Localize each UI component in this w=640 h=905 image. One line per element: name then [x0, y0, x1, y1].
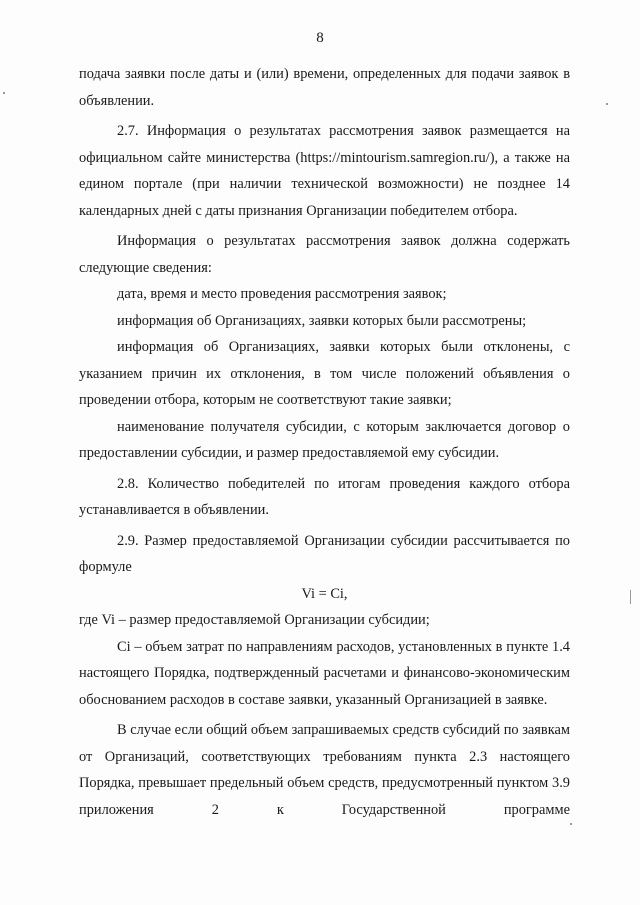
- paragraph-continuation: подача заявки после даты и (или) времени, определенных для подачи заявок в объявлении.: [79, 66, 570, 109]
- paragraph-rejected-orgs: информация об Организациях, заявки которых были отклонены, с указанием причин их отклонения, в том числе положений объявления о проведении отбора, которым не соответствуют такие заявки;: [79, 339, 570, 408]
- document-body: [79, 61, 570, 823]
- paragraph-results-info: Информация о результатах рассмотрения заявок должна содержать следующие сведения:: [79, 233, 570, 276]
- paragraph-2-7: 2.7. Информация о результатах рассмотрения заявок размещается на официальном сайте министерства (https://mintourism.samregion.ru/), а также на едином портале (при наличии технической возможности) не позднее 14 календарных дней с даты признания Организации победителем отбора.: [79, 123, 570, 219]
- paragraph-2-8: 2.8. Количество победителей по итогам проведения каждого отбора устанавливается в объявлении.: [79, 475, 570, 518]
- formula-where-vi: где Vi – размер предоставляемой Организации субсидии;: [79, 612, 430, 628]
- formula-where-ci: Ci – объем затрат по направлениям расходов, установленных в пункте 1.4 настоящего Порядка, подтвержденный расчетами и финансово-экономическим обоснованием расходов в составе заявки, указанный Организацией в заявке.: [79, 638, 570, 708]
- scan-speck: [606, 103, 608, 105]
- page-number: 8: [316, 30, 324, 46]
- formula: Vi = Ci,: [301, 585, 348, 602]
- paragraph-reviewed-orgs: информация об Организациях, заявки которых были рассмотрены;: [117, 312, 527, 329]
- paragraph-2-9: 2.9. Размер предоставляемой Организации субсидии рассчитывается по формуле: [79, 532, 570, 575]
- paragraph-excess-case: В случае если общий объем запрашиваемых средств субсидий по заявкам от Организаций, соответствующих требованиям пункта 2.3 настоящего Порядка, превышает предельный объем средств, предусмотренный пунктом 3.9 приложения 2 к Государственной программе: [79, 722, 570, 818]
- paragraph-date-time-place: дата, время и место проведения рассмотрения заявок;: [117, 286, 447, 302]
- scan-speck: [570, 823, 572, 825]
- paragraph-recipient: наименование получателя субсидии, с которым заключается договор о предоставлении субсидии, и размер предоставляемой ему субсидии.: [79, 418, 570, 461]
- scan-speck: [3, 92, 5, 94]
- scan-edge-mark: [630, 590, 631, 604]
